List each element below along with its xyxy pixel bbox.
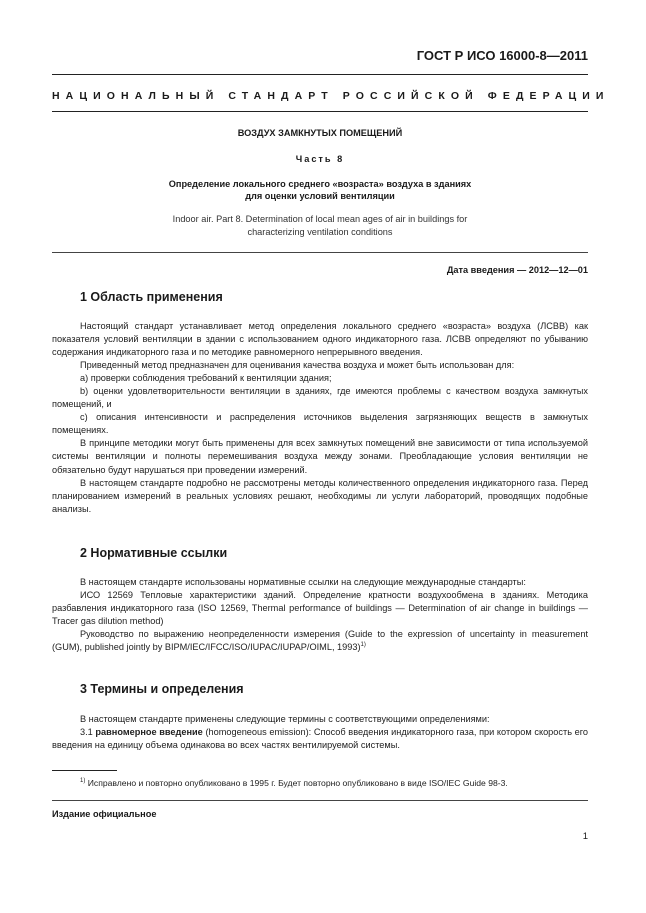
title-english-line-2: characterizing ventilation conditions — [247, 227, 393, 237]
term-definition — [52, 726, 588, 752]
national-standard-heading: НАЦИОНАЛЬНЫЙ СТАНДАРТ РОССИЙСКОЙ ФЕДЕРАЦИИ — [52, 90, 610, 102]
header-rule — [52, 74, 588, 75]
title-russian — [52, 178, 588, 202]
section-3-heading: 3 Термины и определения — [80, 682, 244, 696]
section-2-heading: 2 Нормативные ссылки — [80, 546, 228, 560]
footnote-mark: 1) — [80, 778, 86, 784]
title-russian-line-2: для оценки условий вентиляции — [245, 191, 395, 201]
paragraph: ИСО 12569 Тепловые характеристики зданий. Определение кратности воздухообмена в зданиях. Методика разбавления индикаторного газа (ISO 12569, Thermal performance of buildings — Determination of air change in buildings — Tracer gas dilution method) — [52, 590, 588, 627]
paragraph — [52, 628, 588, 654]
introduction-date: Дата введения — 2012—12—01 — [446, 265, 588, 275]
term-text: (homogeneous emission): Способ введения индикаторного газа, при котором скорость его введения на единицу объема одинакова во всех частях вентилируемой системы. — [52, 727, 588, 751]
section-3-body — [52, 713, 588, 752]
footnote-ref: 1) — [360, 642, 366, 649]
paragraph: В принципе методики могут быть применены для всех замкнутых помещений вне зависимости от типа используемой системы вентиляции и полноты перемешивания воздуха между зонами. Преобладающие условия вентиляции не обязательно будут нарушаться при проведении измерений. — [52, 438, 588, 475]
paragraph: Настоящий стандарт устанавливает метод определения локального среднего «возраста» воздуха (ЛСВВ) как показателя условий вентиляции в здании с использованием одного индикаторного газа. ЛСВВ определяют по убыванию содержания индикаторного газа и по методике равномерного непрерывного введения. — [52, 321, 588, 358]
footnote-rule — [52, 770, 117, 771]
title-rule — [52, 252, 588, 253]
paragraph: В настоящем стандарте использованы нормативные ссылки на следующие международные стандарты: — [80, 577, 526, 587]
term-number: 3.1 — [80, 727, 96, 738]
title-russian-line-1: Определение локального среднего «возраста» воздуха в зданиях — [168, 179, 472, 189]
title-caps: ВОЗДУХ ЗАМКНУТЫХ ПОМЕЩЕНИЙ — [237, 128, 403, 138]
list-item: b) оценки удовлетворительности вентиляции в зданиях, где имеются проблемы с качеством воздуха замкнутых помещений, и — [52, 386, 588, 410]
term-name: равномерное введение — [95, 727, 203, 738]
reference-text: Руководство по выражению неопределенности измерения (Guide to the expression of uncertainty in measurement (GUM), published jointly by BIPM/IEC/IFCC/ISO/IUPAC/IUPAP/OIML, 1993) — [52, 629, 588, 653]
page-number: 1 — [582, 831, 588, 842]
title-english-line-1: Indoor air. Part 8. Determination of local mean ages of air in buildings for — [172, 214, 468, 224]
section-1-heading: 1 Область применения — [80, 290, 223, 304]
list-item: а) проверки соблюдения требований к вентиляции здания; — [80, 373, 332, 384]
part-label: Часть 8 — [295, 154, 345, 164]
document-code: ГОСТ Р ИСО 16000-8—2011 — [416, 48, 588, 63]
section-2-body — [52, 576, 588, 654]
footer-rule — [52, 800, 588, 801]
footnote-text: Исправлено и повторно опубликовано в 1995 г. Будет повторно опубликовано в виде ISO/IEC Guide 98-3. — [85, 778, 508, 788]
footnote — [80, 778, 508, 788]
title-english — [52, 213, 588, 239]
paragraph: В настоящем стандарте подробно не рассмотрены методы количественного определения индикаторного газа. Перед планированием измерений в реальных условиях решают, необходимы ли услуги лабораторий, проводящих подобные анализы. — [52, 477, 588, 514]
list-item: c) описания интенсивности и распределения источников выделения загрязняющих веществ в замкнутых помещениях. — [52, 412, 588, 436]
paragraph: В настоящем стандарте применены следующие термины с соответствующими определениями: — [80, 714, 490, 724]
official-edition-label: Издание официальное — [52, 809, 157, 819]
heading-rule — [52, 111, 588, 112]
section-1-body — [52, 320, 588, 516]
paragraph: Приведенный метод предназначен для оценивания качества воздуха и может быть использован для: — [80, 360, 515, 371]
